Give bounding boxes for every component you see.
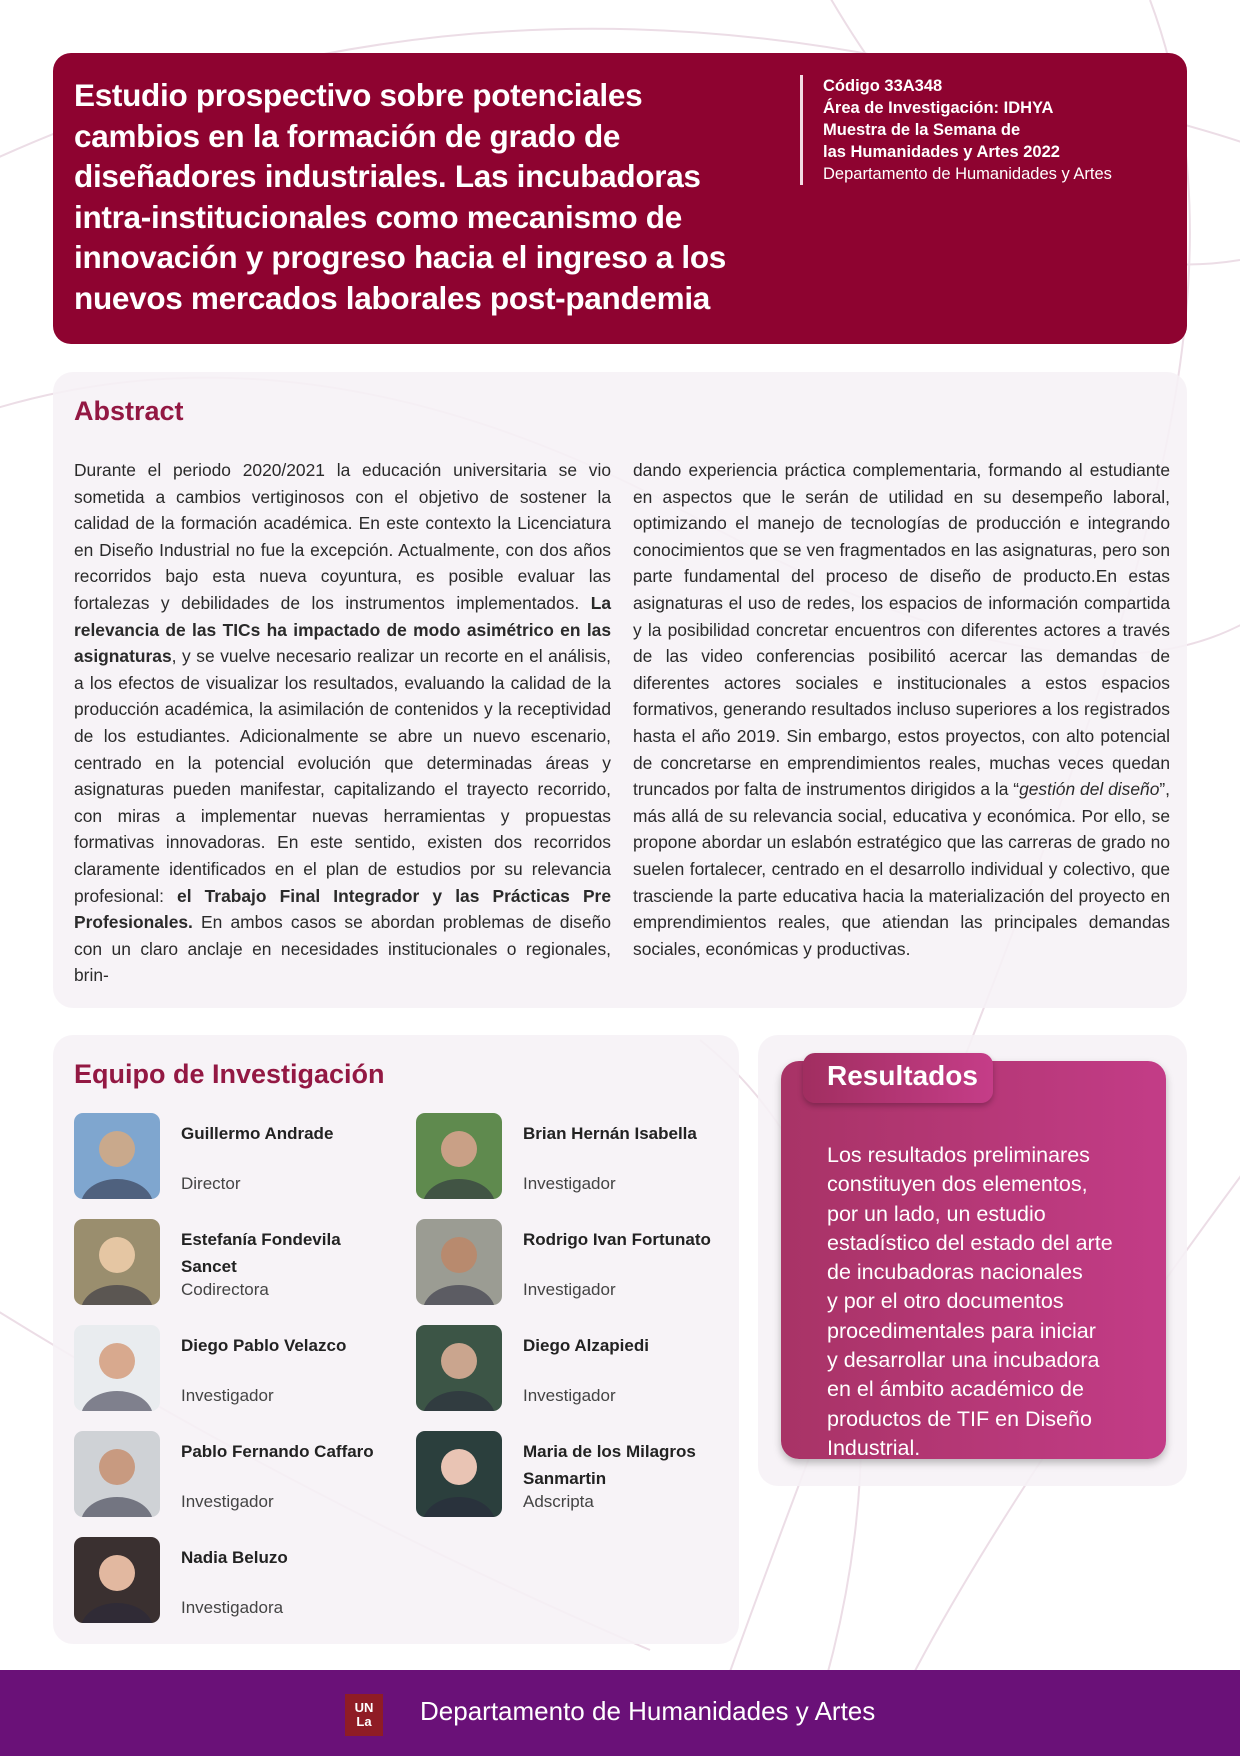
footer-department: Departamento de Humanidades y Artes	[420, 1696, 876, 1726]
abstract-card	[53, 372, 1187, 1008]
member-photo	[416, 1113, 502, 1199]
event-line-1: Muestra de la Semana de	[823, 121, 1021, 139]
member-photo	[74, 1113, 160, 1199]
poster-meta	[800, 75, 1112, 185]
member-name: Pablo Fernando Caffaro	[181, 1442, 374, 1461]
abstract-heading: Abstract	[74, 396, 184, 426]
results-card	[758, 1035, 1187, 1486]
member-photo	[416, 1219, 502, 1305]
team-member	[74, 1431, 394, 1521]
member-role: Investigador	[523, 1386, 616, 1405]
results-heading: Resultados	[803, 1053, 993, 1103]
member-role: Investigador	[181, 1386, 274, 1405]
member-role: Codirectora	[181, 1280, 269, 1299]
member-name: Diego Alzapiedi	[523, 1336, 649, 1355]
text-run: En ambos casos se abordan problemas de diseño con un claro anclaje en necesidades institucionales o regionales, brin-	[74, 912, 611, 986]
team-member	[74, 1537, 394, 1627]
team-member	[74, 1219, 394, 1309]
text-run: Durante el periodo 2020/2021 la educación universitaria se vio sometida a cambios vertiginosos con el objetivo de sostener la calidad de la formación académica. En este contexto la Licenciatura en Diseño Industrial no fue la excepción. Actualmente, con dos años recorridos bajo esta nueva coyuntura, es posible evaluar las fortalezas y debilidades de los instrumentos implementados.	[74, 460, 611, 613]
member-role: Investigador	[181, 1492, 274, 1511]
team-member	[74, 1325, 394, 1415]
member-name: Brian Hernán Isabella	[523, 1124, 697, 1143]
poster-header	[53, 53, 1187, 344]
results-text: Los resultados preliminares constituyen dos elementos, por un lado, un estudio estadístico del estado del arte de incubadoras nacionales y por el otro documentos procedimentales para iniciar y desarrollar una incubadora en el ámbito académico de productos de TIF en Diseño Industrial.	[827, 1143, 1113, 1460]
member-role: Investigador	[523, 1174, 616, 1193]
member-name: Maria de los Milagros Sanmartin	[523, 1442, 696, 1488]
department: Departamento de Humanidades y Artes	[823, 165, 1112, 183]
member-name: Nadia Beluzo	[181, 1548, 288, 1567]
member-name: Estefanía Fondevila Sancet	[181, 1230, 341, 1276]
poster-title: Estudio prospectivo sobre potenciales cambios en la formación de grado de diseñadores industriales. Las incubadoras intra-institucionales como mecanismo de innovación y progreso hacia el ingreso a los nuevos mercados laborales post-pandemia	[74, 77, 726, 316]
project-code: Código 33A348	[823, 77, 943, 95]
text-run: , y se vuelve necesario realizar un recorte en el análisis, a los efectos de visualizar los resultados, evaluando la calidad de la producción académica, la asimilación de contenidos y la receptividad de los estudiantes. Adicionalmente se abre un nuevo escenario, centrado en la potencial evolución que determinadas áreas y asignaturas pueden manifestar, capitalizando el trayecto recorrido, con miras a implementar nuevas herramientas y propuestas formativas innovadoras. En este sentido, existen dos recorridos claramente identificados en el plan de estudios por su relevancia profesional:	[74, 646, 611, 906]
member-role: Investigador	[523, 1280, 616, 1299]
event-line-2: las Humanidades y Artes 2022	[823, 143, 1060, 161]
member-photo	[74, 1431, 160, 1517]
team-heading: Equipo de Investigación	[74, 1059, 385, 1089]
team-card	[53, 1035, 739, 1644]
text-run-bold: La relevancia de las TICs ha impactado de modo asimétrico en las asignaturas	[74, 592, 611, 667]
abstract-column-left	[74, 457, 611, 989]
text-run-italic: gestión del diseño	[1019, 779, 1160, 800]
research-area: Área de Investigación: IDHYA	[823, 99, 1054, 117]
text-run: ”, más allá de su relevancia social, educativa y económica. Por ello, se propone abordar un eslabón estratégico que las carreras de grado no suelen fortalecer, centrado en el desarrollo individual y colectivo, que trasciende la parte educativa hacia la materialización del proyecto en emprendimientos reales, que atiendan las principales demandas sociales, económicas y productivas.	[633, 779, 1170, 959]
member-role: Adscripta	[523, 1492, 594, 1511]
text-run-bold: el Trabajo Final Integrador y las Prácticas Pre Profesionales.	[74, 885, 611, 933]
member-photo	[416, 1325, 502, 1411]
team-member	[416, 1113, 736, 1203]
team-member	[74, 1113, 394, 1203]
member-name: Diego Pablo Velazco	[181, 1336, 347, 1355]
footer	[0, 1670, 1240, 1756]
member-photo	[74, 1325, 160, 1411]
member-name: Rodrigo Ivan Fortunato	[523, 1230, 711, 1249]
results-box	[781, 1061, 1166, 1459]
team-member	[416, 1219, 736, 1309]
member-photo	[74, 1537, 160, 1623]
unla-logo: UN La	[345, 1694, 383, 1736]
text-run: dando experiencia práctica complementaria, formando al estudiante en aspectos que le serán de utilidad en su desempeño laboral, optimizando el manejo de tecnologías de producción e integrando conocimientos que se ven fragmentados en las asignaturas, pero son parte fundamental del proceso de diseño de producto.En estas asignaturas el uso de redes, los espacios de información compartida y la posibilidad concretar encuentros con diferentes actores a través de las video conferencias posibilitó acercar las demandas de diferentes actores sociales e institucionales a estos espacios formativos, generando resultados incluso superiores a los registrados hasta el año 2019. Sin embargo, estos proyectos, con alto potencial de concretarse en emprendimientos reales, muchas veces quedan truncados por falta de instrumentos dirigidos a la “	[633, 460, 1170, 800]
member-photo	[74, 1219, 160, 1305]
member-photo	[416, 1431, 502, 1517]
member-role: Director	[181, 1174, 241, 1193]
member-role: Investigadora	[181, 1598, 284, 1617]
team-member	[416, 1325, 736, 1415]
member-name: Guillermo Andrade	[181, 1124, 334, 1143]
team-member	[416, 1431, 736, 1521]
abstract-column-right	[633, 457, 1170, 962]
